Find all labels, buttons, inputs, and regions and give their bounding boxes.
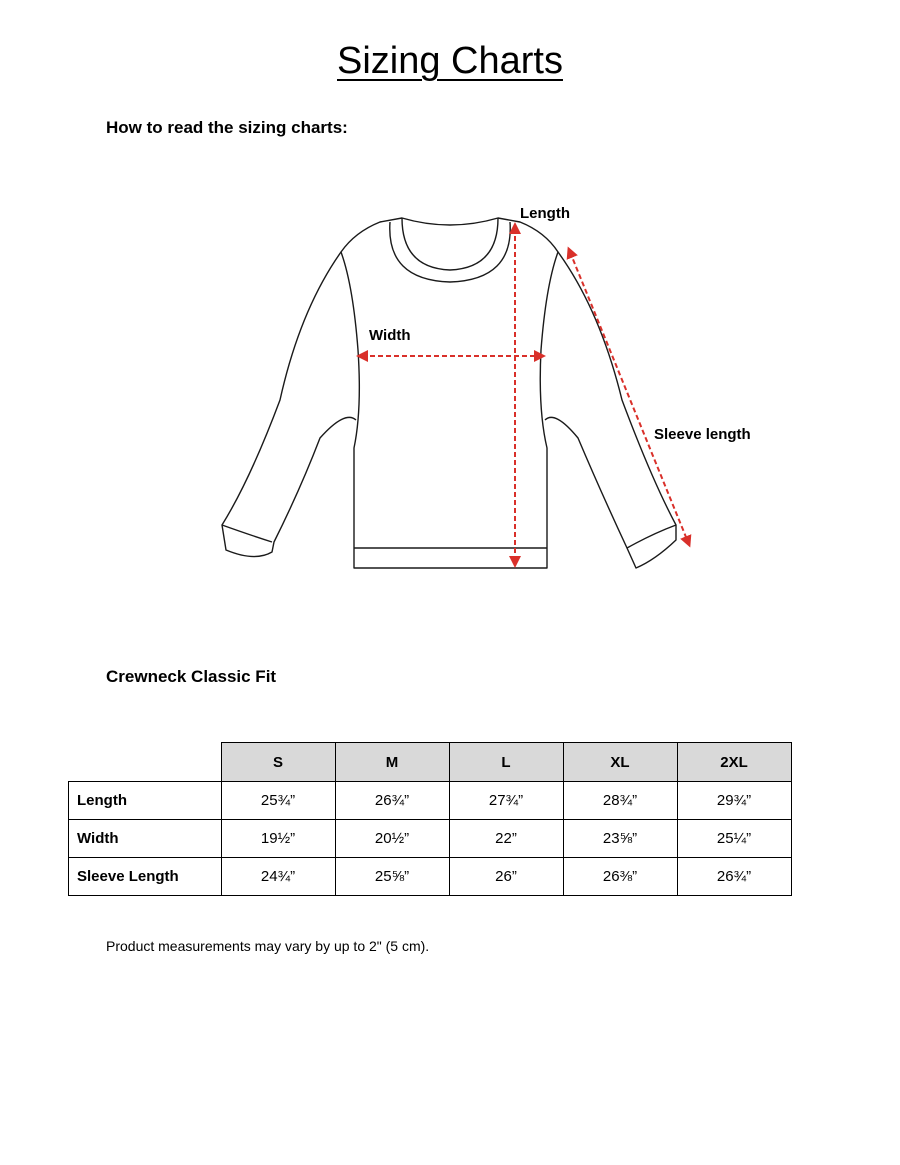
size-header: 2XL	[677, 743, 791, 782]
table-header-row	[69, 743, 792, 782]
page-title	[0, 38, 900, 84]
table-cell: 22”	[449, 820, 563, 858]
section-title: Crewneck Classic Fit	[106, 667, 277, 686]
table-cell: 26”	[449, 858, 563, 896]
size-header: M	[335, 743, 449, 782]
table-cell: 26¾”	[335, 782, 449, 820]
sizing-table	[68, 742, 792, 896]
length-label: Length	[520, 205, 570, 222]
sweater-diagram	[0, 190, 900, 590]
table-cell: 26¾”	[677, 858, 791, 896]
howto-heading: How to read the sizing charts:	[106, 118, 348, 137]
sweater-outline	[222, 218, 676, 568]
row-label: Width	[69, 820, 222, 858]
measurement-note: Product measurements may vary by up to 2" (5 cm).	[106, 938, 430, 954]
page-title-text: Sizing Charts	[337, 40, 563, 82]
table-row	[69, 858, 792, 896]
size-header: XL	[563, 743, 677, 782]
sleeve-length-arrow	[570, 252, 688, 542]
table-cell: 27¾”	[449, 782, 563, 820]
table-corner-cell	[69, 743, 222, 782]
table-cell: 29¾”	[677, 782, 791, 820]
table-cell: 20½”	[335, 820, 449, 858]
table-row	[69, 820, 792, 858]
size-header: L	[449, 743, 563, 782]
table-cell: 26⅜”	[563, 858, 677, 896]
table-cell: 24¾”	[221, 858, 335, 896]
table-cell: 23⅝”	[563, 820, 677, 858]
row-label: Length	[69, 782, 222, 820]
size-header: S	[221, 743, 335, 782]
sleeve-length-label: Sleeve length	[654, 426, 751, 443]
table-cell: 25⅝”	[335, 858, 449, 896]
table-cell: 25¾”	[221, 782, 335, 820]
table-cell: 25¼”	[677, 820, 791, 858]
table-cell: 19½”	[221, 820, 335, 858]
table-row	[69, 782, 792, 820]
table-cell: 28¾”	[563, 782, 677, 820]
width-label: Width	[369, 327, 411, 344]
row-label: Sleeve Length	[69, 858, 222, 896]
